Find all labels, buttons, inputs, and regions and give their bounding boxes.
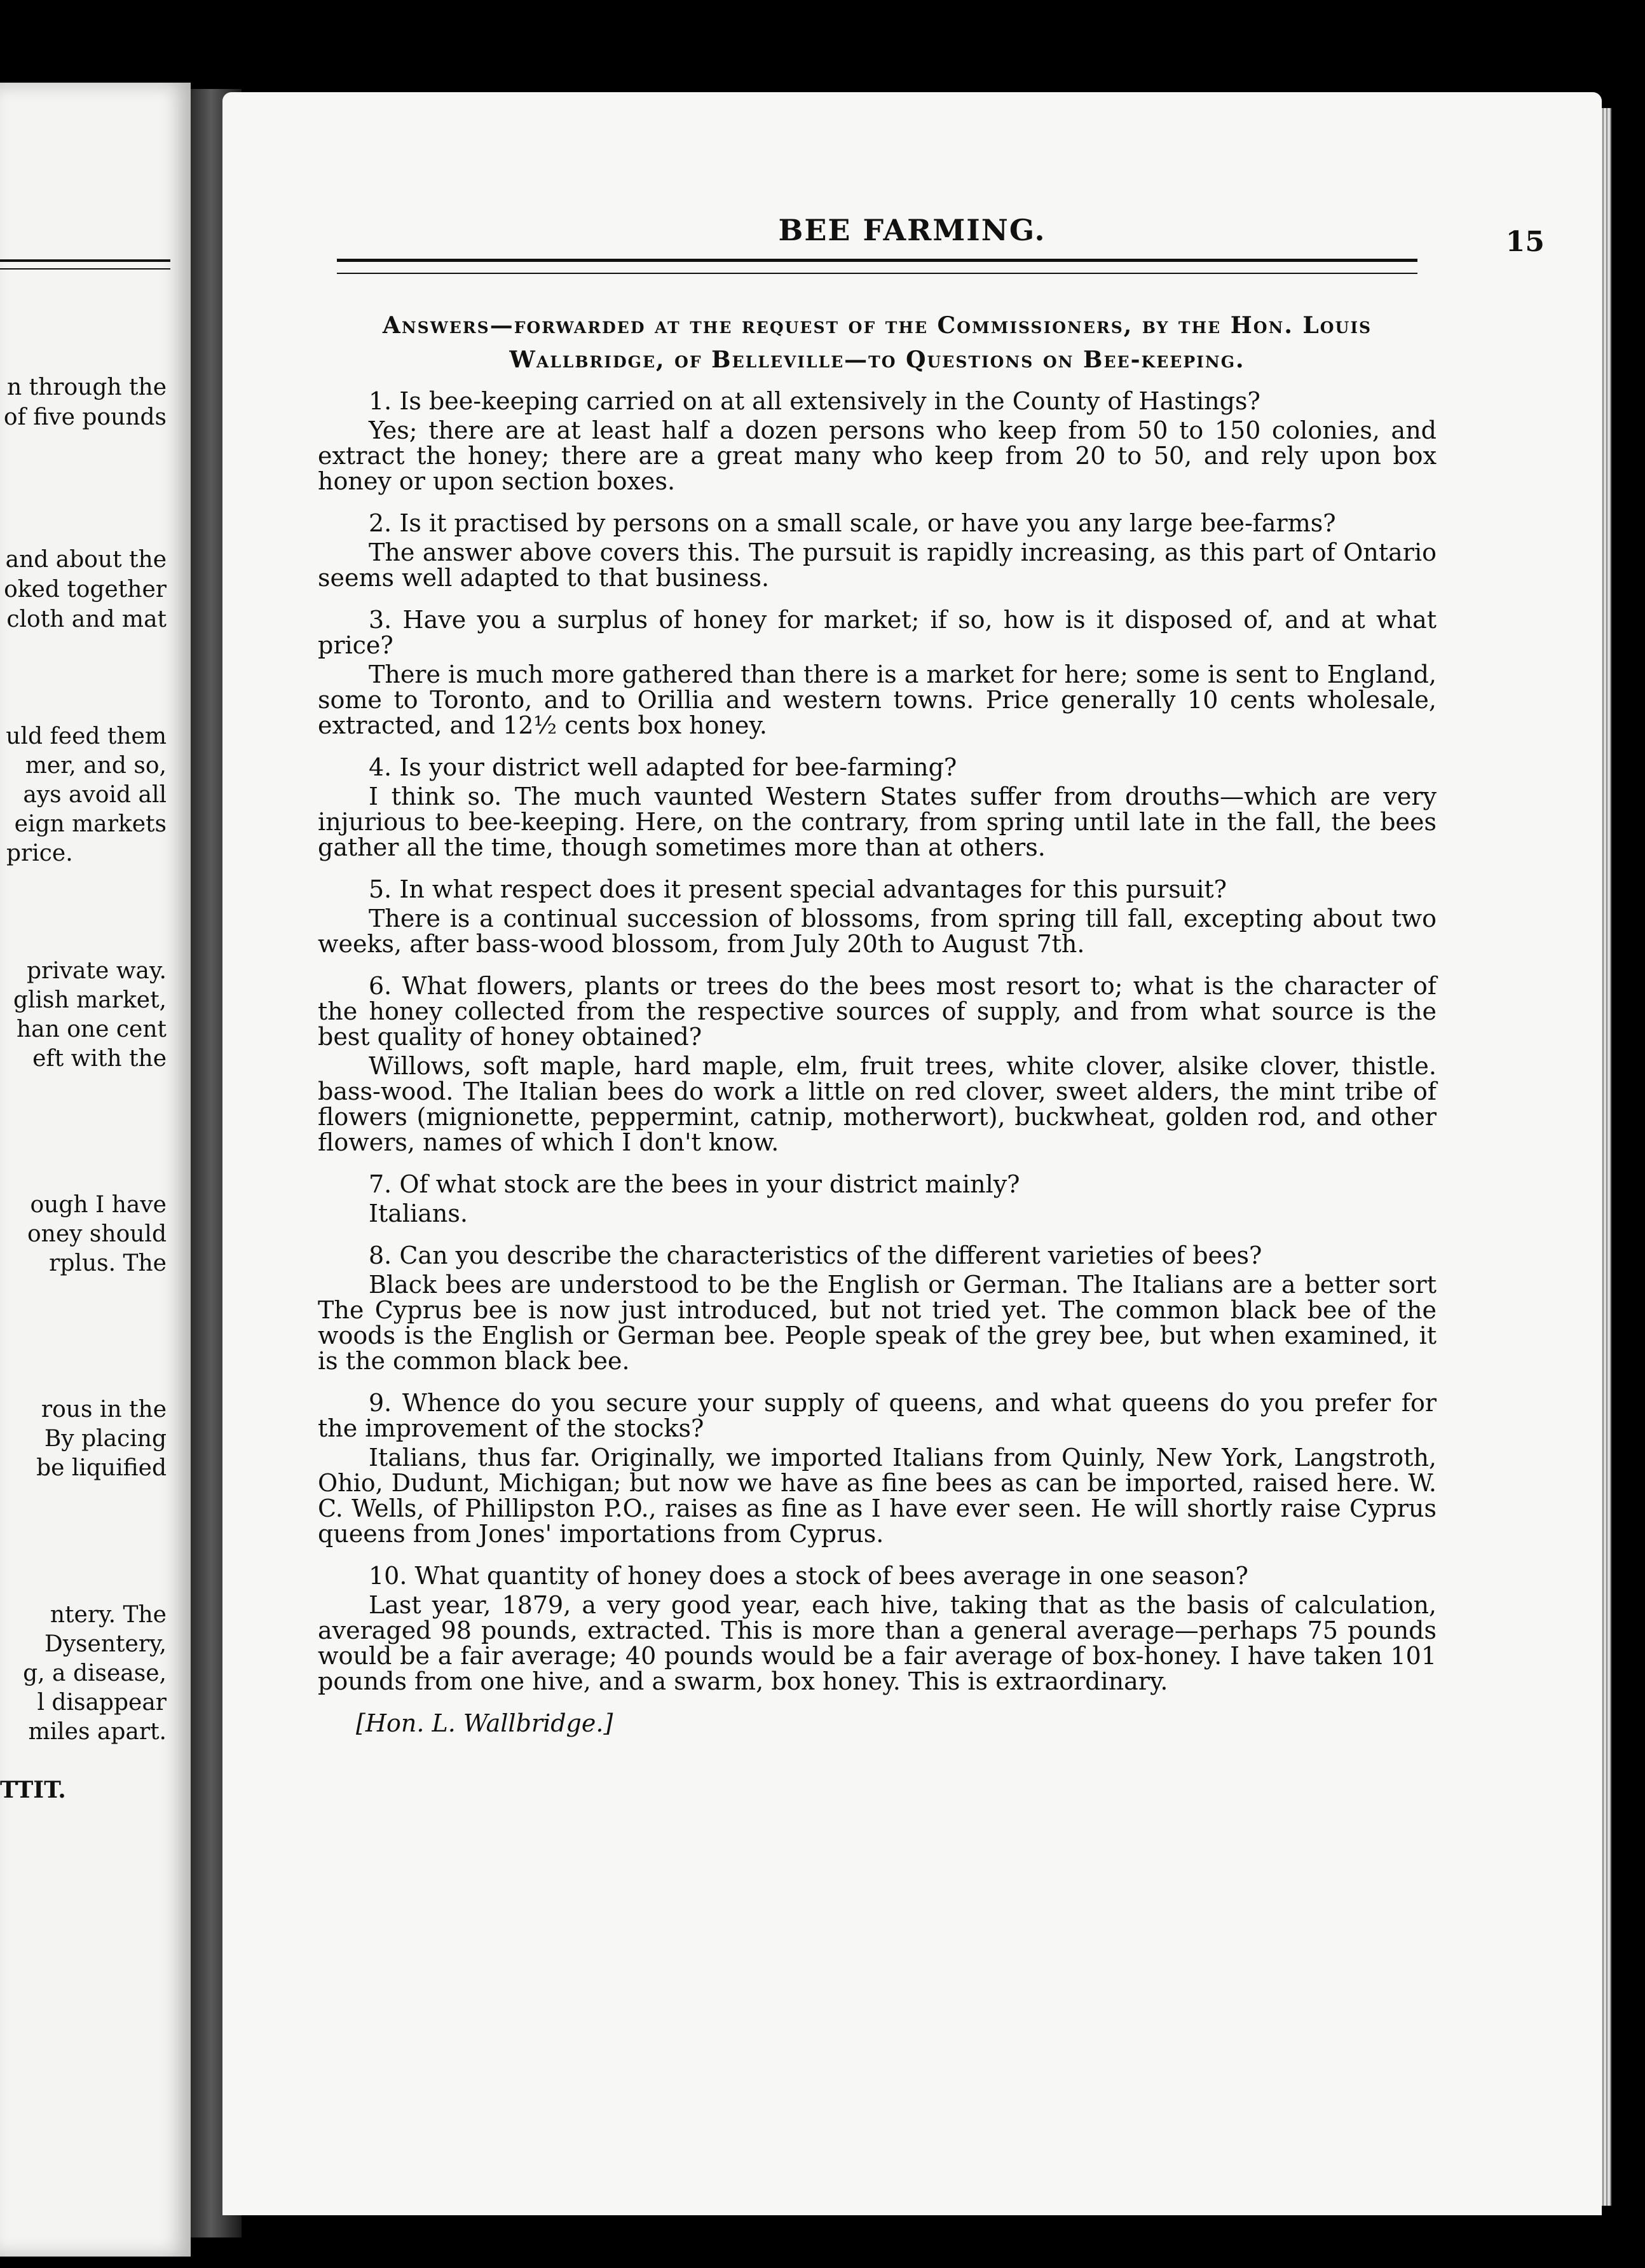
facing-page-line: of five pounds — [3, 404, 167, 430]
qa-item — [318, 388, 1437, 494]
facing-page-line: eft with the — [32, 1046, 167, 1072]
question: 5. In what respect does it present special advantages for this pursuit? — [369, 875, 1227, 903]
facing-page-signature: TTIT. — [0, 1777, 66, 1803]
page-number: 15 — [1505, 226, 1545, 258]
answer: Willows, soft maple, hard maple, elm, fruit trees, white clover, alsike clover, thistle. bass-wood. The Italian bees do work a little on red clover, sweet alders, the mint tribe of flowers (mignionette, peppermint, catnip, motherwort), buckwheat, golden rod, and other flowers, names of which I don't know. — [318, 1052, 1437, 1156]
answer: There is a continual succession of blossoms, from spring till fall, excepting about two weeks, after bass-wood blossom, from July 20th to August 7th. — [318, 905, 1437, 958]
qa-item — [318, 510, 1437, 591]
facing-page-line: rous in the — [41, 1397, 167, 1423]
header-rule — [337, 273, 1417, 274]
facing-page-line: oked together — [4, 577, 167, 603]
answer: There is much more gathered than there is a market for here; some is sent to England, some to Toronto, and to Orillia and western towns. Price generally 10 cents wholesale, extracted, and 12½ cents box honey. — [318, 660, 1437, 739]
qa-item — [318, 1243, 1437, 1374]
facing-page-line: l disappear — [37, 1690, 167, 1716]
section-heading-line: Answers—forwarded at the request of the Commissioners, by the Hon. Louis — [382, 312, 1372, 339]
question: 7. Of what stock are the bees in your district mainly? — [369, 1170, 1020, 1198]
qa-item — [318, 607, 1437, 738]
facing-page-line: ays avoid all — [23, 782, 167, 808]
running-head: BEE FARMING. — [778, 213, 1046, 247]
qa-item — [318, 973, 1437, 1155]
section-heading-line: Wallbridge, of Belleville—to Questions on Bee-keeping. — [509, 346, 1245, 373]
qa-item — [318, 1390, 1437, 1547]
facing-page-line: oney should — [27, 1221, 167, 1247]
facing-page-line: By placing — [44, 1426, 167, 1452]
section-heading — [318, 308, 1437, 377]
answer: I think so. The much vaunted Western States suffer from drouths—which are very injurious to bee-keeping. Here, on the contrary, from spring until late in the fall, the bees gather all the time, though sometimes more than at others. — [318, 782, 1437, 861]
question: 1. Is bee-keeping carried on at all extensively in the County of Hastings? — [369, 387, 1260, 415]
header-rule — [337, 259, 1417, 262]
facing-page-line: g, a disease, — [23, 1660, 167, 1686]
facing-page-line: private way. — [26, 958, 167, 984]
facing-page-line: glish market, — [13, 987, 167, 1013]
question: 3. Have you a surplus of honey for market; if so, how is it disposed of, and at what price? — [318, 606, 1437, 659]
qa-item — [318, 1172, 1437, 1226]
answer: Italians, thus far. Originally, we imported Italians from Quinly, New York, Langstroth, Ohio, Dudunt, Michigan; but now we have as fine bees as can be imported, raised here. W. C. Wells, of Phillipston P.O., raises as fine as I have ever seen. He will shortly raise Cyprus queens from Jones' importations from Cyprus. — [318, 1444, 1437, 1548]
main-page — [222, 92, 1602, 2215]
facing-page-line: price. — [6, 840, 73, 866]
qa-item — [318, 877, 1437, 957]
facing-page-line: be liquified — [36, 1455, 167, 1481]
facing-page-line: mer, and so, — [25, 753, 167, 779]
question: 9. Whence do you secure your supply of queens, and what queens do you prefer for the improvement of the stocks? — [318, 1389, 1437, 1442]
facing-page-line: miles apart. — [28, 1719, 167, 1745]
question: 4. Is your district well adapted for bee-farming? — [369, 753, 957, 781]
facing-page-line: Dysentery, — [44, 1631, 167, 1657]
facing-page — [0, 83, 191, 2257]
facing-page-line: and about the — [5, 547, 167, 573]
question: 6. What flowers, plants or trees do the bees most resort to; what is the character of the honey collected from the respective sources of supply, and from what source is the best quality of honey obtained? — [318, 972, 1437, 1051]
facing-page-line: eign markets — [14, 811, 167, 837]
answer: Italians. — [369, 1199, 468, 1227]
facing-page-rule — [0, 259, 170, 262]
facing-page-line: n through the — [7, 374, 167, 400]
answer: Yes; there are at least half a dozen persons who keep from 50 to 150 colonies, and extract the honey; there are a great many who keep from 20 to 50, and rely upon box honey or upon section boxes. — [318, 416, 1437, 495]
document-body — [318, 308, 1437, 1736]
question: 2. Is it practised by persons on a small scale, or have you any large bee-farms? — [369, 509, 1336, 537]
facing-page-line: ntery. The — [50, 1602, 167, 1628]
signature: [Hon. L. Wallbridge.] — [356, 1709, 613, 1737]
facing-page-line: uld feed them — [6, 723, 167, 749]
question: 8. Can you describe the characteristics of the different varieties of bees? — [369, 1241, 1262, 1269]
answer: Last year, 1879, a very good year, each hive, taking that as the basis of calculation, averaged 98 pounds, extracted. This is more than a general average—perhaps 75 pounds would be a fair average; 40 pounds would be a fair average of box-honey. I have taken 101 pounds from one hive, and a swarm, box honey. This is extraordinary. — [318, 1591, 1437, 1695]
facing-page-line: han one cent — [16, 1016, 167, 1042]
answer: Black bees are understood to be the English or German. The Italians are a better sort The Cyprus bee is now just introduced, but not tried yet. The common black bee of the woods is the English or German bee. People speak of the grey bee, but when examined, it is the common black bee. — [318, 1271, 1437, 1375]
qa-item — [318, 1563, 1437, 1694]
answer: The answer above covers this. The pursuit is rapidly increasing, as this part of Ontario seems well adapted to that business. — [318, 538, 1437, 592]
facing-page-line: ough I have — [30, 1192, 167, 1218]
facing-page-line: rplus. The — [49, 1250, 167, 1276]
facing-page-line: cloth and mat — [6, 606, 167, 632]
qa-item — [318, 755, 1437, 860]
facing-page-rule — [0, 268, 170, 270]
question: 10. What quantity of honey does a stock of bees average in one season? — [369, 1562, 1248, 1590]
